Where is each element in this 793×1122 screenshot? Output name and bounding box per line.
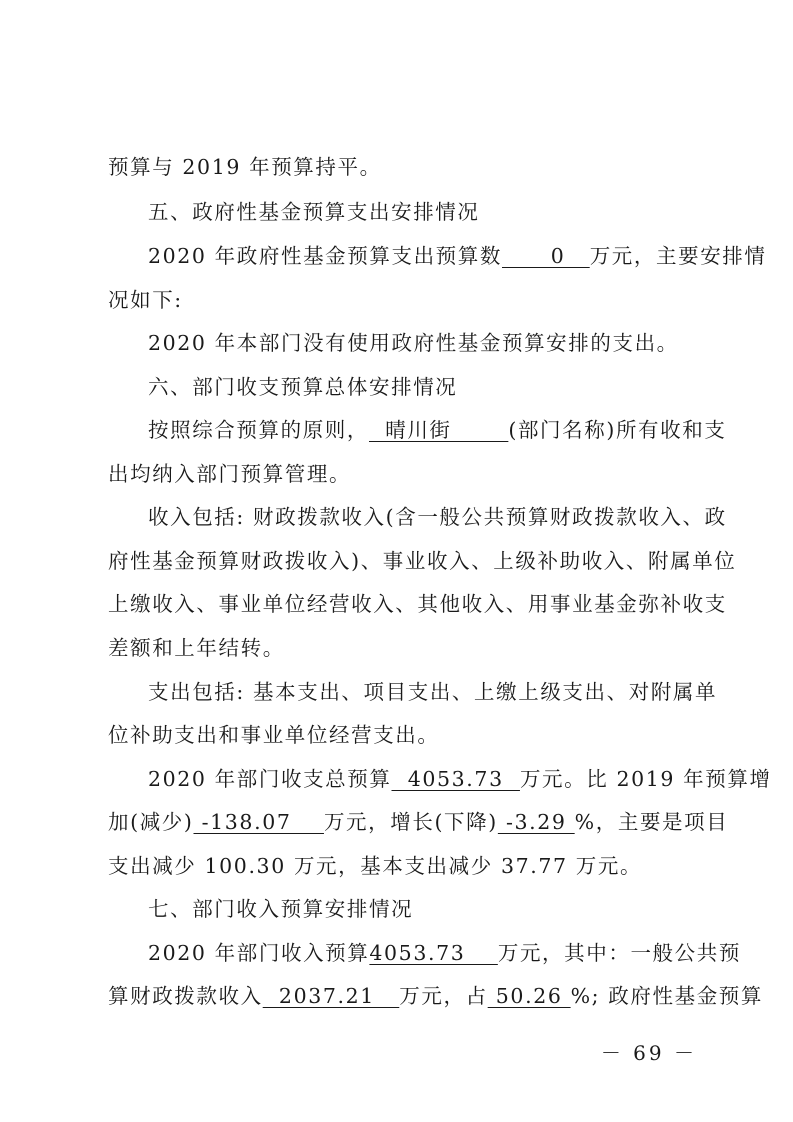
text-line <box>108 808 729 836</box>
text-segment: 按照综合预算的原则， <box>148 418 369 442</box>
filled-blank: 2037.21 <box>262 984 400 1008</box>
text-line <box>148 242 767 270</box>
text-line: 支出减少 100.30 万元，基本支出减少 37.77 万元。 <box>108 854 643 878</box>
section-heading-5: 五、政府性基金预算支出安排情况 <box>148 200 480 224</box>
section-heading-7: 七、部门收入预算安排情况 <box>148 897 414 921</box>
text-segment: %; 政府性基金预算 <box>570 984 763 1008</box>
text-segment: 2020 年政府性基金预算支出预算数 <box>148 244 502 268</box>
filled-blank: -3.29 <box>497 810 575 834</box>
text-segment: 万元，占 <box>399 984 488 1008</box>
filled-blank: 50.26 <box>487 984 571 1008</box>
text-segment: (部门名称)所有收和支 <box>508 418 727 442</box>
filled-blank: 0 <box>502 244 590 268</box>
filled-blank: 4053.73 <box>369 941 498 965</box>
text-line <box>148 939 741 967</box>
filled-blank: 4053.73 <box>391 767 520 791</box>
text-line <box>148 416 727 444</box>
section-heading-6: 六、部门收支预算总体安排情况 <box>148 375 458 399</box>
text-segment: 万元，主要安排情 <box>589 244 767 268</box>
text-segment: 算财政拨款收入 <box>108 984 263 1008</box>
text-line: 上缴收入、事业单位经营收入、其他收入、用事业基金弥补收支 <box>108 592 727 616</box>
text-line: 府性基金预算财政拨收入)、事业收入、上级补助收入、附属单位 <box>108 549 737 573</box>
text-line: 收入包括: 财政拨款收入(含一般公共预算财政拨款收入、政 <box>148 505 727 529</box>
text-line: 预算与 2019 年预算持平。 <box>108 155 382 179</box>
text-segment: 万元，增长(下降) <box>323 810 498 834</box>
text-segment: %，主要是项目 <box>574 810 729 834</box>
filled-blank: 晴川街 <box>369 418 509 442</box>
text-segment: 2020 年部门收支总预算 <box>148 767 392 791</box>
text-line: 支出包括: 基本支出、项目支出、上缴上级支出、对附属单 <box>148 680 718 704</box>
text-segment: 加(减少) <box>108 810 194 834</box>
filled-blank: -138.07 <box>193 810 324 834</box>
text-segment: 2020 年部门收入预算 <box>148 941 370 965</box>
text-line: 2020 年本部门没有使用政府性基金预算安排的支出。 <box>148 331 679 355</box>
text-segment: 万元，其中：一般公共预 <box>497 941 741 965</box>
text-line <box>108 982 763 1010</box>
text-line: 差额和上年结转。 <box>108 636 285 660</box>
page-number: － 69 － <box>600 1041 697 1065</box>
text-line: 出均纳入部门预算管理。 <box>108 462 352 486</box>
text-line: 况如下: <box>108 288 183 312</box>
text-line: 位补助支出和事业单位经营支出。 <box>108 723 440 747</box>
text-segment: 万元。比 2019 年预算增 <box>519 767 772 791</box>
text-line <box>148 765 772 793</box>
